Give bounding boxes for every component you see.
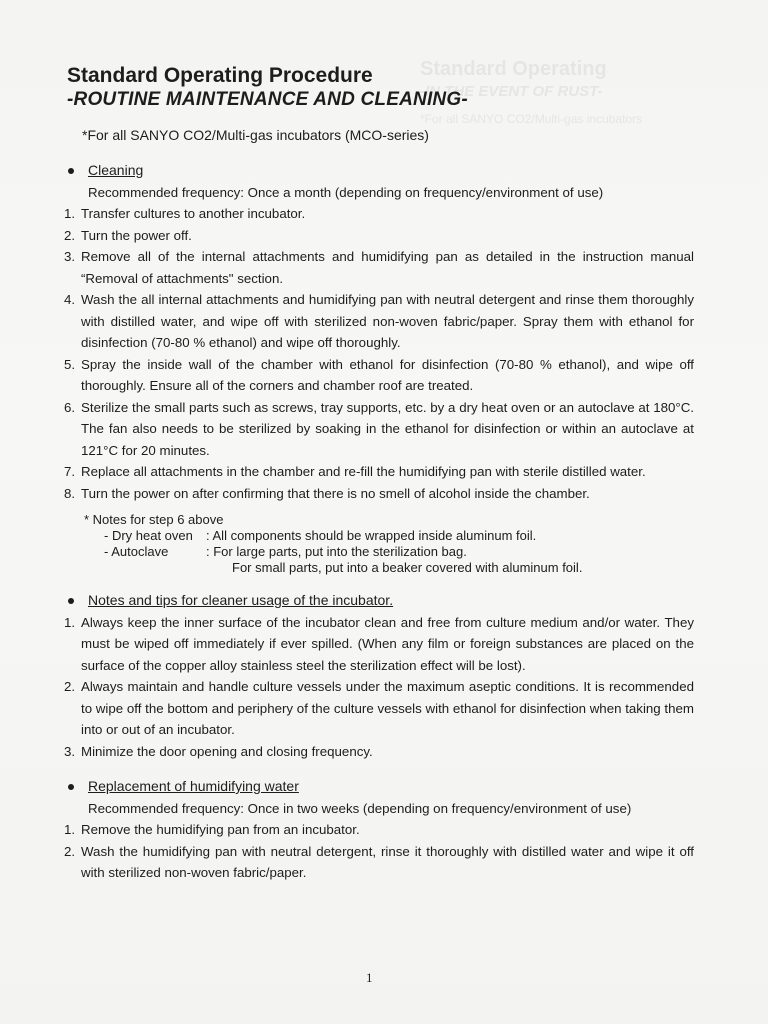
bullet-icon: [68, 598, 74, 604]
section-label: Replacement of humidifying water: [88, 778, 299, 794]
step-number: 3.: [64, 743, 76, 759]
list-item: [64, 225, 694, 247]
bleed-subtitle: -IN THE EVENT OF RUST-: [420, 83, 603, 100]
step-text: Replace all attachments in the chamber and re-fill the humidifying pan with sterile distilled water.: [81, 464, 646, 479]
water-steps: [64, 819, 694, 884]
list-item: [64, 397, 694, 462]
step-text: Wash the humidifying pan with neutral detergent, rinse it thoroughly with distilled water and wipe it off with sterilized non-woven fabric/paper.: [81, 843, 694, 880]
list-item: [64, 289, 694, 354]
step-text: Minimize the door opening and closing frequency.: [81, 743, 373, 759]
notes-value: : All components should be wrapped inside aluminum foil.: [206, 528, 537, 543]
section-cleaning-heading: [64, 160, 694, 182]
step-number: 8.: [64, 485, 76, 501]
step-text: Wash the all internal attachments and humidifying pan with neutral detergent and rinse them thoroughly with distilled water, and wipe off with sterilized non-woven fabric/paper. Spray them with ethanol for disinfection (70-80 % ethanol) and wipe off thoroughly.: [81, 292, 694, 350]
step-text: Turn the power on after confirming that there is no smell of alcohol inside the chamber.: [81, 485, 590, 501]
step-text: Always keep the inner surface of the incubator clean and free from culture medium and/or water. They must be wiped off immediately if ever spilled. (When any film or foreign substances are placed on the surface of the copper alloy stainless steel the sterilization effect will be lost).: [81, 614, 694, 673]
notes-row-autoclave: [84, 544, 694, 560]
step-text: Always maintain and handle culture vessels under the maximum aseptic conditions. It is recommended to wipe off the bottom and periphery of the culture vessels with ethanol for disinfection when taking them into or out of an incubator.: [81, 679, 694, 737]
step6-notes: [64, 512, 694, 576]
step-number: 1.: [64, 614, 76, 630]
bullet-icon: [68, 168, 74, 174]
list-item: [64, 354, 694, 397]
list-item: [64, 246, 694, 289]
step-text: Remove the humidifying pan from an incubator.: [81, 822, 360, 837]
page-number: 1: [366, 970, 373, 985]
step-number: 1.: [64, 206, 76, 221]
step-number: 5.: [64, 356, 76, 372]
list-item: [64, 841, 694, 884]
document-subtitle: -ROUTINE MAINTENANCE AND CLEANING-: [67, 89, 468, 110]
bleed-title: Standard Operating: [420, 58, 607, 80]
bullet-icon: [68, 784, 74, 790]
step-text: Sterilize the small parts such as screws, tray supports, etc. by a dry heat oven or an autoclave at 180°C. The fan also needs to be sterilized by soaking in the ethanol for disinfection or within an autoclave at 121°C for 20 minutes.: [81, 399, 694, 458]
list-item: [64, 483, 694, 505]
section-label: Cleaning: [88, 162, 144, 178]
document-body: [64, 160, 694, 884]
step-number: 7.: [64, 464, 76, 479]
section-label: Notes and tips for cleaner usage of the incubator.: [88, 592, 394, 608]
step-text: Transfer cultures to another incubator.: [81, 206, 306, 221]
section-tips-heading: [64, 590, 694, 612]
cleaning-steps: [64, 203, 694, 504]
document-title: Standard Operating Procedure: [67, 64, 373, 87]
step-text: Remove all of the internal attachments and humidifying pan as detailed in the instruction manual “Removal of attachments" section.: [81, 249, 694, 286]
scope-note: *For all SANYO CO2/Multi-gas incubators (MCO-series): [82, 127, 429, 143]
tips-steps: [64, 612, 694, 763]
notes-key: - Autoclave: [104, 544, 169, 559]
list-item: [64, 612, 694, 677]
notes-heading: * Notes for step 6 above: [84, 512, 224, 527]
bleed-through-text: [420, 58, 750, 128]
step-text: Spray the inside wall of the chamber with ethanol for disinfection (70-80 % ethanol), and wipe off thoroughly. Ensure all of the corners and chamber roof are treated.: [81, 356, 694, 393]
list-item: [64, 676, 694, 741]
step-number: 1.: [64, 822, 76, 837]
step-number: 2.: [64, 843, 76, 859]
step-number: 3.: [64, 249, 76, 264]
notes-value-continued: For small parts, put into a beaker covered with aluminum foil.: [232, 560, 583, 575]
notes-key: - Dry heat oven: [104, 528, 193, 543]
step-number: 6.: [64, 399, 76, 415]
step-text: Turn the power off.: [81, 227, 192, 243]
list-item: [64, 203, 694, 225]
step-number: 2.: [64, 227, 76, 243]
cleaning-frequency: Recommended frequency: Once a month (depending on frequency/environment of use): [88, 184, 604, 200]
list-item: [64, 741, 694, 763]
list-item: [64, 819, 694, 841]
bleed-line: *For all SANYO CO2/Multi-gas incubators: [420, 112, 643, 126]
step-number: 2.: [64, 679, 76, 694]
step-number: 4.: [64, 292, 76, 307]
section-water-heading: [64, 776, 694, 798]
document-header: [67, 63, 468, 111]
notes-value: : For large parts, put into the sterilization bag.: [206, 544, 467, 559]
list-item: [64, 461, 694, 483]
water-frequency: Recommended frequency: Once in two weeks (depending on frequency/environment of use): [88, 800, 632, 816]
notes-row-dry-heat: [84, 528, 694, 544]
